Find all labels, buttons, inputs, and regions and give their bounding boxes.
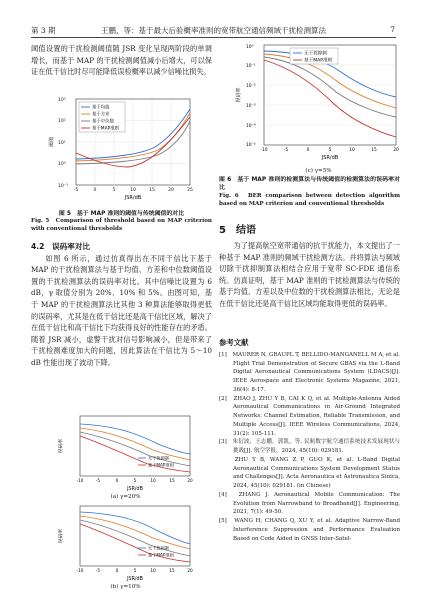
fig5-ytick: 10⁰	[58, 162, 66, 167]
fig6a-label: (a) γ=20%	[110, 494, 141, 500]
fig6c-ytick: 10⁻²	[246, 84, 256, 89]
fig6a-series-3	[80, 432, 190, 466]
fig5-legend-label: 基于中位数	[92, 119, 114, 125]
section-5-heading: 5 结语	[219, 225, 256, 236]
fig6c-ytick: 10⁰	[246, 45, 254, 50]
fig6a-xtick: 10	[150, 478, 156, 483]
fig5-ytick: 10¹	[58, 141, 66, 146]
fig6a-legend-label: 无干扰抑制	[148, 455, 169, 461]
header-rule	[31, 37, 396, 38]
fig6c-legend	[290, 48, 338, 64]
fig6b-legend	[138, 545, 174, 559]
fig5-xtick: 20	[168, 188, 174, 193]
fig5-caption-en: Fig. 5 Comparison of threshold based on MAP criterion with conventional thresholds	[31, 218, 212, 233]
fig6c-grid	[264, 65, 396, 125]
fig6c-xtick: 10	[349, 148, 355, 153]
fig5-xtick: 5	[112, 188, 116, 193]
fig6b-xtick: -10	[76, 568, 84, 573]
fig6a-xtick: 0	[115, 478, 119, 483]
fig6a-xtick: 5	[133, 478, 137, 483]
fig6c-series-3	[264, 57, 396, 117]
reference-item: [3] 朱衍波，王志鹏，郭凯，等. 民航数字航空通信系统技术发展现状与挑战[J]. 航空学报，2024, 45(10): 029181.	[219, 439, 400, 455]
fig6c-xticks	[260, 147, 399, 153]
fig5-caption: 图 5 基于 MAP 准则的阈值与传统阈值的对比	[58, 211, 185, 217]
fig6a-xtick: -5	[95, 478, 101, 483]
fig5-xtick: 15	[149, 188, 155, 193]
section-4-2-heading: 4.2 误码率对比	[31, 242, 91, 251]
fig5-ytick: 10³	[58, 98, 66, 103]
left-column	[31, 43, 212, 78]
page-number: 7	[390, 25, 395, 34]
fig6c-legend-label: 基于MAP准则	[304, 58, 333, 64]
fig5-xtick: 10	[130, 188, 136, 193]
fig6b-legend-label: 无干扰抑制	[148, 545, 169, 551]
fig6c-xtick: 0	[306, 148, 310, 153]
fig6c-xtick: -5	[283, 148, 289, 153]
reference-item: [1] MAURER N, GRAUPL T, BELLIDO-MANGANELL M A, et al. Flight Trial Demonstration of Secure GBAS via the L-Band Digital Aeronautical Communications System (LDACS)[J]. IEEE Aerospace and Electronic Systems Magazine, 2021, 36(4): 8-17.	[219, 352, 400, 393]
fig5-threshold-chart	[50, 95, 195, 207]
fig5-xtick: 25	[187, 188, 193, 193]
fig6a-series-2	[80, 428, 190, 460]
fig5-ylabel: 阈值	[49, 136, 55, 148]
fig6-caption-en: Fig. 6 BER comparison between detection algorithm based on MAP criterion and conventional thresholds	[219, 192, 400, 207]
fig6a-xtick: 20	[187, 478, 193, 483]
fig6a-xtick: 15	[169, 478, 175, 483]
reference-item: ZHU Y B, WANG Z P, GUO K, et al. L-Band Digital Aeronautical Communications System Development Status and Challenges[J]. Acta Aeronautica et Astronautica Sinica, 2024, 45(10): 029181. (in Chinese)	[219, 457, 400, 490]
fig6c-ytick: 10⁻¹	[246, 64, 256, 69]
fig6b-ber-chart	[58, 504, 193, 582]
fig6b-series-1	[80, 512, 190, 544]
reference-item: [4] ZHANG J. Aeronautical Mobile Communication: The Evolution from Narrowband to Broadband[J]. Engineering, 2021, 7(1): 49-50.	[219, 492, 400, 516]
left-paragraph-1: 阈值设置的干扰检测阈值随 JSR 变化呈现两阶段的单调增长，而基于 MAP 的干扰检测阈值减小后增大，可以保证在低干信比时尽可能降低误检概率以减少信噪比损失。	[31, 44, 212, 77]
fig6c-xlabel: JSR/dB	[321, 155, 339, 161]
fig5-legend	[79, 102, 125, 132]
fig6b-xtick: 5	[133, 568, 137, 573]
fig6c-label: (c) γ=5%	[305, 168, 332, 174]
fig6a-xlabel: JSR/dB	[127, 487, 143, 492]
running-title: 王鹏，等：基于最大后验概率准则的宽带航空通信频域干扰检测算法	[101, 26, 326, 35]
conclusion-paragraph: 为了提高航空宽带通信的抗干扰能力，本文提出了一种基于 MAP 准则的频域干扰检测方法。并将算法与频域切除干扰抑制算法相结合应用于宽带 SC-FDE 通信系统。仿真证明，基于 MAP 准则的干扰检测算法与传统的基于均值、方差以及中位数的干扰检测算法相比，无论是在低干信比还是高干信比区域均能取得更低的误码率。	[219, 241, 400, 308]
fig6b-legend-label: 基于MAP准则	[148, 552, 174, 558]
fig6b-xlabel: JSR/dB	[127, 577, 143, 582]
fig6c-yticks	[246, 44, 256, 148]
fig6a-ylabel: 误码率	[59, 438, 64, 454]
fig6a-xticks	[77, 478, 193, 483]
fig6c-ytick: 10⁻⁴	[246, 124, 256, 129]
fig6c-ylabel: 误码率	[236, 87, 242, 103]
references-heading: 参考文献	[219, 338, 249, 347]
conclusion-block	[219, 240, 400, 310]
fig5-ytick: 10²	[58, 119, 66, 124]
fig6b-ylabel: 误码率	[59, 528, 64, 544]
fig5-xlabel: JSR/dB	[124, 195, 142, 201]
references-list	[219, 351, 400, 544]
fig5-yticks	[58, 97, 68, 189]
fig6c-ytick: 10⁻⁵	[246, 143, 256, 148]
fig6c-series-map	[264, 60, 396, 137]
fig6a-ber-chart	[58, 414, 193, 492]
fig5-legend-label: 基于均值	[92, 105, 110, 111]
fig5-legend-label: 基于MAP准则	[92, 126, 120, 132]
fig5-legend-label: 基于方差	[92, 112, 110, 118]
fig6b-xtick: -5	[95, 568, 101, 573]
fig6c-xtick: 5	[328, 148, 332, 153]
fig6-caption: 图 6 基于 MAP 准则的检测算法与传统阈值的检测算法的误码率对比	[219, 177, 400, 192]
fig5-xticks	[74, 187, 193, 193]
fig6b-label: (b) γ=10%	[110, 584, 141, 590]
reference-item: [5] WANG H, CHANG Q, XU Y, et al. Adaptive Narrow-Band Interference Suppression and Performance Evaluation Based on Code Aided in GNSS Inter-Satel-	[219, 518, 400, 542]
fig6b-xtick: 10	[150, 568, 156, 573]
left-paragraph-2: 如图 6 所示，通过仿真得出在不同干信比下基于 MAP 的干扰检测算法与基于均值、方差和中位数阈值设置的干扰检测算法的误码率对比。其中信噪比设置为 6 dB，γ 取值分别为 20%、10% 和 5%。由图可知，基于 MAP 的干扰检测算法比其他 3 种算法能够取得更低的误码率，尤其是在低干信比还是高干信比区域，解决了在低干信比和高干信比下均获得良好的性能存在的矛盾。随着 JSR 减小，虚警干扰对信号影响减小，但是带来了干扰检测难度加大的问题，因此算法在干信比为 5～10 dB 性能出现了波动下降。	[31, 253, 212, 367]
fig6c-xtick: 20	[393, 148, 399, 153]
fig6b-xtick: 15	[169, 568, 175, 573]
fig5-xtick: 0	[93, 188, 97, 193]
fig5-ytick: 10⁻¹	[58, 184, 69, 189]
fig6c-ber-chart	[236, 42, 401, 167]
running-header	[0, 0, 427, 35]
fig6a-legend-label: 基于MAP准则	[148, 462, 174, 468]
left-body-2	[31, 241, 212, 369]
fig6b-xtick: 20	[187, 568, 193, 573]
fig6c-ytick: 10⁻³	[246, 104, 256, 109]
fig6c-legend-label: 无干扰抑制	[304, 51, 327, 57]
fig6c-xtick: 15	[371, 148, 377, 153]
reference-item: [2] ZHAO J, ZHU Y B, CAI K Q, et al. Multiple-Antenna Aided Aeronautical Communications in Air-Ground Integrated Networks: Channel Estimation, Reliable Transmission, and Multiple Access[J]. IEEE Wireless Communications, 2024, 31(2): 105-111.	[219, 395, 400, 437]
fig5-xtick: -5	[73, 188, 79, 193]
fig6c-xtick: -10	[260, 148, 268, 153]
fig6b-xticks	[77, 568, 193, 573]
fig6-caption-block	[219, 176, 400, 208]
fig6b-xtick: 0	[115, 568, 119, 573]
fig6a-xtick: -10	[76, 478, 84, 483]
issue-number: 第 3 期	[31, 26, 56, 35]
fig5-caption-block	[31, 210, 212, 234]
